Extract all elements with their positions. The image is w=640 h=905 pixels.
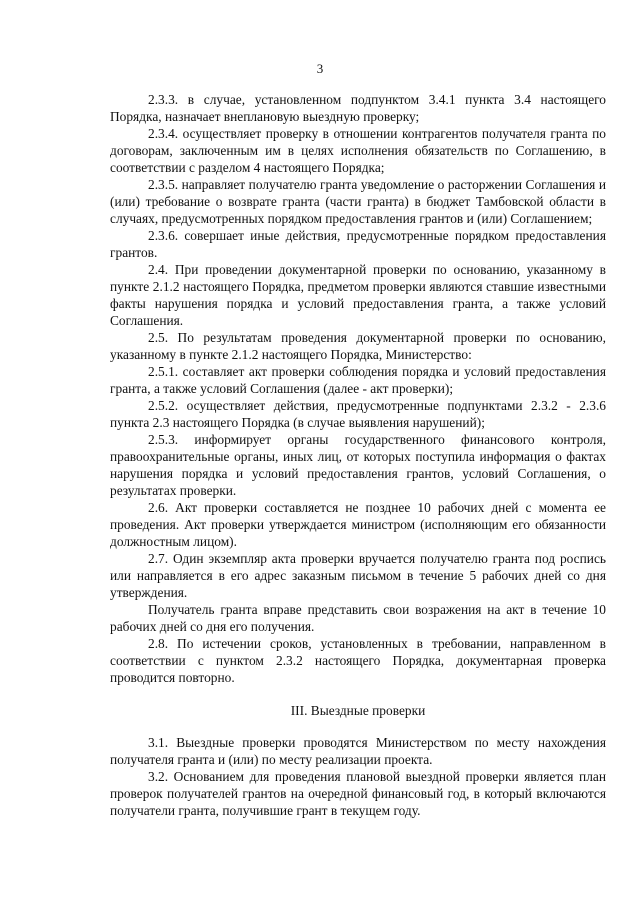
- paragraph-2-6: 2.6. Акт проверки составляется не позднее 10 рабочих дней с момента ее проведения. Акт проверки утверждается министром (исполняющим его обязанности должностным лицом).: [110, 500, 606, 549]
- paragraph-2-7: 2.7. Один экземпляр акта проверки вручается получателю гранта под роспись или направляется в его адрес заказным письмом в течение 5 рабочих дней со дня утверждения.: [110, 551, 606, 600]
- paragraph-2-5-3: 2.5.3. информирует органы государственного финансового контроля, правоохранительные органы, иных лиц, от которых поступила информация о фактах нарушения порядка и условий предоставления грантов, условий Соглашения, о результатах проверки.: [110, 432, 606, 498]
- paragraph-2-8: 2.8. По истечении сроков, установленных в требовании, направленном в соответствии с пунктом 2.3.2 настоящего Порядка, документарная проверка проводится повторно.: [110, 636, 606, 685]
- paragraph-2-3-3: 2.3.3. в случае, установленном подпунктом 3.4.1 пункта 3.4 настоящего Порядка, назначает внеплановую выездную проверку;: [110, 92, 606, 124]
- paragraph-2-3-6: 2.3.6. совершает иные действия, предусмотренные порядком предоставления грантов.: [110, 228, 606, 260]
- paragraph-2-5-1: 2.5.1. составляет акт проверки соблюдения порядка и условий предоставления гранта, а также условий Соглашения (далее - акт проверки);: [110, 364, 606, 396]
- paragraph-2-4: 2.4. При проведении документарной проверки по основанию, указанному в пункте 2.1.2 настоящего Порядка, предметом проверки являются ставшие известными факты нарушения порядка и условий предоставления гранта, а также условий Соглашения.: [110, 262, 606, 328]
- document-body: [110, 91, 606, 819]
- section-heading: III. Выездные проверки: [290, 703, 426, 718]
- paragraph-2-3-5: 2.3.5. направляет получателю гранта уведомление о расторжении Соглашения и (или) требование о возврате гранта (части гранта) в бюджет Тамбовской области в случаях, предусмотренных порядком предоставления грантов и (или) Соглашением;: [110, 177, 606, 226]
- paragraph-2-5-2: 2.5.2. осуществляет действия, предусмотренные подпунктами 2.3.2 - 2.3.6 пункта 2.3 настоящего Порядка (в случае выявления нарушений);: [110, 398, 606, 430]
- paragraph-2-3-4: 2.3.4. осуществляет проверку в отношении контрагентов получателя гранта по договорам, заключенным им в целях исполнения обязательств по Соглашению, в соответствии с разделом 4 настоящего Порядка;: [110, 126, 606, 175]
- paragraph-2-7-objections: Получатель гранта вправе представить свои возражения на акт в течение 10 рабочих дней со дня его получения.: [110, 602, 606, 634]
- paragraph-3-2: 3.2. Основанием для проведения плановой выездной проверки является план проверок получателей грантов на очередной финансовый год, в который включаются получатели гранта, получившие грант в текущем году.: [110, 769, 606, 818]
- paragraph-3-1: 3.1. Выездные проверки проводятся Министерством по месту нахождения получателя гранта и (или) по месту реализации проекта.: [110, 735, 606, 767]
- paragraph-2-5: 2.5. По результатам проведения документарной проверки по основанию, указанному в пункте 2.1.2 настоящего Порядка, Министерство:: [110, 330, 606, 362]
- page-number: 3: [316, 61, 324, 76]
